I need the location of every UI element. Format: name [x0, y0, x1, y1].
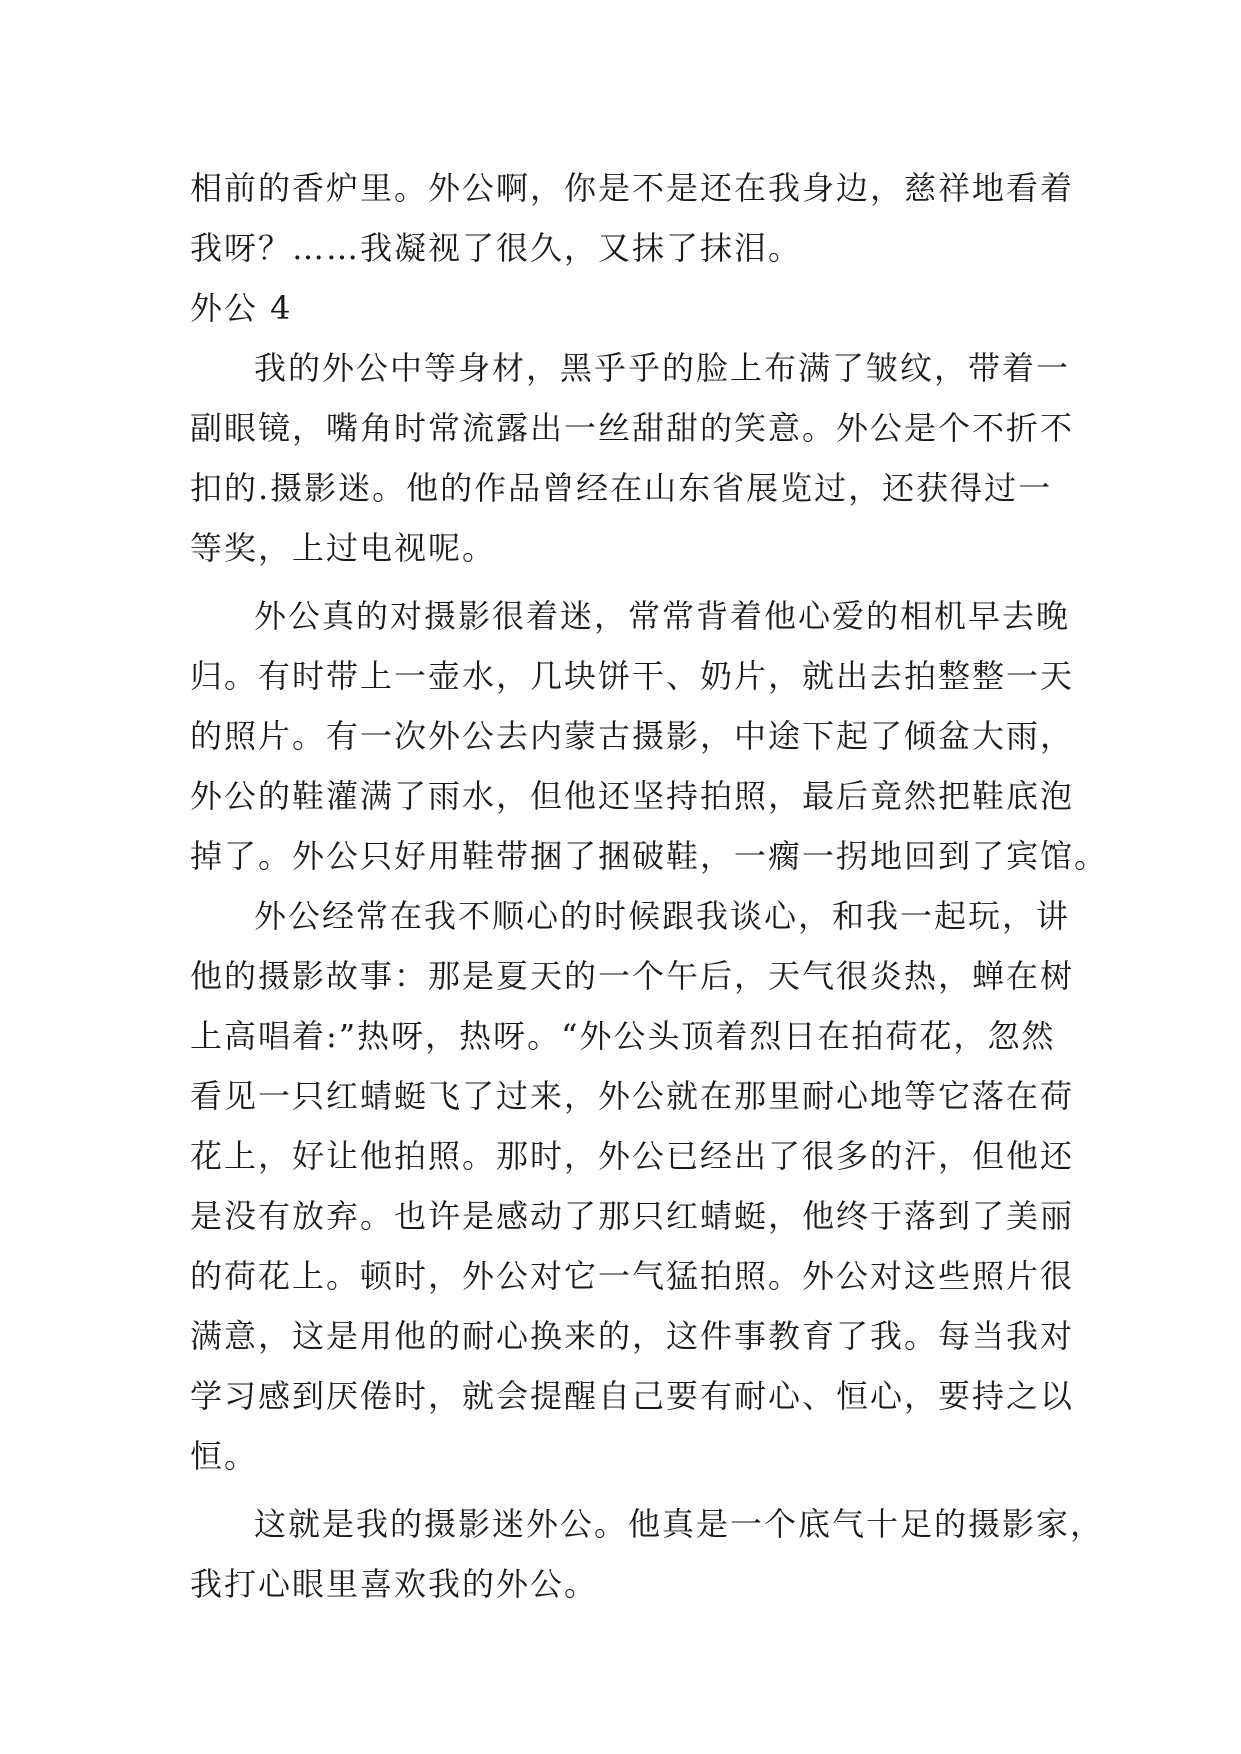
text-line: 这就是我的摄影迷外公。他真是一个底气十足的摄影家， — [254, 1505, 1105, 1543]
text-line: 是没有放弃。也许是感动了那只红蜻蜓，他终于落到了美丽 — [190, 1197, 1075, 1235]
text-line: 花上，好让他拍照。那时，外公已经出了很多的汗，但他还 — [190, 1137, 1075, 1175]
text-line: 恒。 — [190, 1437, 259, 1475]
text-line: 上高唱着:”热呀，热呀。“外公头顶着烈日在拍荷花，忽然 — [190, 1017, 1056, 1055]
paragraph — [190, 1494, 1105, 1614]
text-line: 外公经常在我不顺心的时候跟我谈心，和我一起玩，讲 — [254, 897, 1071, 935]
text-line: 我的外公中等身材，黑乎乎的脸上布满了皱纹，带着一 — [254, 349, 1071, 387]
text-line: 掉了。外公只好用鞋带捆了捆破鞋，一瘸一拐地回到了宾馆。 — [190, 837, 1109, 875]
text-line: 满意，这是用他的耐心换来的，这件事教育了我。每当我对 — [190, 1317, 1075, 1355]
text-line: 我打心眼里喜欢我的外公。 — [190, 1565, 599, 1603]
text-line: 等奖，上过电视呢。 — [190, 529, 497, 567]
text-line: 看见一只红蜻蜓飞了过来，外公就在那里耐心地等它落在荷 — [190, 1077, 1075, 1115]
paragraph — [190, 886, 1075, 1486]
text-line: 归。有时带上一壶水，几块饼干、奶片，就出去拍整整一天 — [190, 657, 1075, 695]
paragraph — [190, 338, 1075, 578]
text-line: 副眼镜，嘴角时常流露出一丝甜甜的笑意。外公是个不折不 — [190, 409, 1075, 447]
text-line: 我呀？……我凝视了很久，又抹了抹泪。 — [190, 229, 803, 267]
text-line: 外公的鞋灌满了雨水，但他还坚持拍照，最后竟然把鞋底泡 — [190, 777, 1075, 815]
paragraph — [190, 586, 1109, 886]
document-body — [190, 158, 1109, 1614]
text-line: 扣的.摄影迷。他的作品曾经在山东省展览过，还获得过一 — [190, 469, 1053, 507]
text-line: 的照片。有一次外公去内蒙古摄影，中途下起了倾盆大雨， — [190, 717, 1075, 755]
section-heading: 外公 4 — [190, 289, 293, 327]
text-line: 的荷花上。顿时，外公对它一气猛拍照。外公对这些照片很 — [190, 1257, 1075, 1295]
text-line: 学习感到厌倦时，就会提醒自己要有耐心、恒心，要持之以 — [190, 1377, 1075, 1415]
text-line: 他的摄影故事：那是夏天的一个午后，天气很炎热，蝉在树 — [190, 957, 1075, 995]
text-line: 外公真的对摄影很着迷，常常背着他心爱的相机早去晚 — [254, 597, 1071, 635]
text-line: 相前的香炉里。外公啊，你是不是还在我身边，慈祥地看着 — [190, 169, 1075, 207]
